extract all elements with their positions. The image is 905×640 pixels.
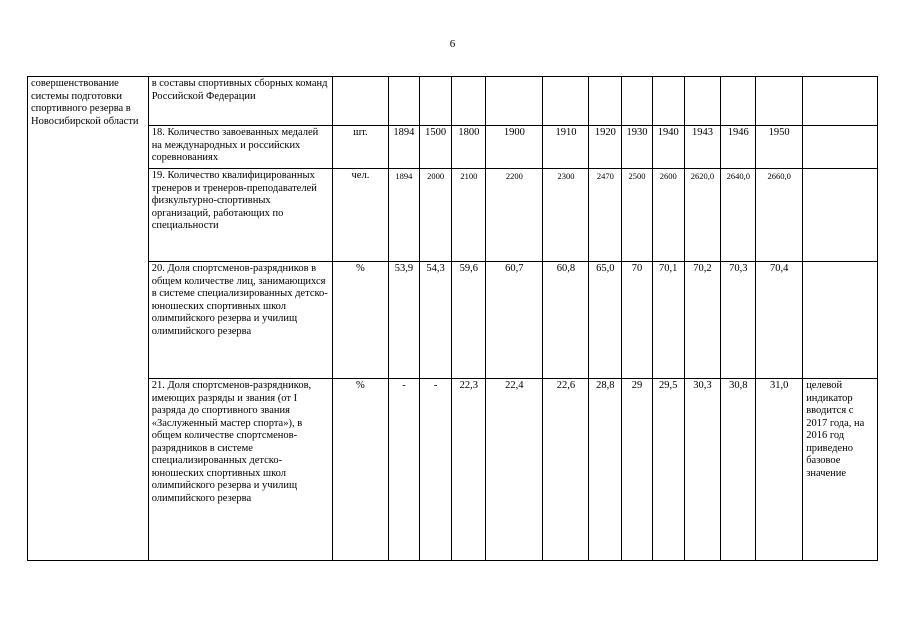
value-cell: 29,5 [652, 379, 684, 561]
value-cell [486, 77, 543, 126]
value-cell [419, 77, 452, 126]
note-cell [803, 77, 878, 126]
value-cell: 1500 [419, 126, 452, 169]
value-cell: 1920 [589, 126, 622, 169]
value-cell: 1940 [652, 126, 684, 169]
indicators-table [27, 76, 878, 561]
table-row [28, 77, 878, 126]
value-cell: 1946 [721, 126, 756, 169]
value-cell [543, 77, 589, 126]
table-row [28, 169, 878, 262]
value-cell: 54,3 [419, 262, 452, 379]
indicator-cell: 19. Количество квалифицированных тренеров и тренеров-преподавателей физкультурно-спортивных организаций, работающих по специальности [148, 169, 332, 262]
value-cell: 1910 [543, 126, 589, 169]
value-cell: 59,6 [452, 262, 486, 379]
unit-cell [332, 77, 388, 126]
unit-cell: чел. [332, 169, 388, 262]
value-cell [452, 77, 486, 126]
value-cell: 30,3 [684, 379, 721, 561]
value-cell: 1943 [684, 126, 721, 169]
value-cell: 2600 [652, 169, 684, 262]
value-cell: 1894 [389, 126, 420, 169]
value-cell: 1900 [486, 126, 543, 169]
value-cell: 60,7 [486, 262, 543, 379]
value-cell: 2470 [589, 169, 622, 262]
value-cell: 1894 [389, 169, 420, 262]
value-cell: 31,0 [756, 379, 803, 561]
value-cell [622, 77, 653, 126]
value-cell: 22,6 [543, 379, 589, 561]
note-cell: целевой индикатор вводится с 2017 года, на 2016 год приведено базовое значение [803, 379, 878, 561]
value-cell: 2100 [452, 169, 486, 262]
value-cell: 28,8 [589, 379, 622, 561]
value-cell: 1950 [756, 126, 803, 169]
unit-cell: % [332, 262, 388, 379]
unit-cell: шт. [332, 126, 388, 169]
value-cell [652, 77, 684, 126]
indicator-cell: в составы спортивных сборных команд Российской Федерации [148, 77, 332, 126]
value-cell [684, 77, 721, 126]
value-cell: 70,3 [721, 262, 756, 379]
table-row [28, 379, 878, 561]
value-cell: 29 [622, 379, 653, 561]
value-cell: 1930 [622, 126, 653, 169]
value-cell: 22,3 [452, 379, 486, 561]
value-cell: 2300 [543, 169, 589, 262]
value-cell: 2000 [419, 169, 452, 262]
value-cell: 70,2 [684, 262, 721, 379]
note-cell [803, 169, 878, 262]
value-cell: - [419, 379, 452, 561]
value-cell: 60,8 [543, 262, 589, 379]
note-cell [803, 126, 878, 169]
value-cell: 1800 [452, 126, 486, 169]
value-cell: 65,0 [589, 262, 622, 379]
value-cell: 70 [622, 262, 653, 379]
value-cell: 2640,0 [721, 169, 756, 262]
indicator-cell: 20. Доля спортсменов-разрядников в общем количестве лиц, занимающихся в системе специализированных детско-юношеских спортивных школ олимпийского резерва и училищ олимпийского резерва [148, 262, 332, 379]
table-row [28, 262, 878, 379]
value-cell: 2500 [622, 169, 653, 262]
table-row [28, 126, 878, 169]
value-cell: 30,8 [721, 379, 756, 561]
value-cell [756, 77, 803, 126]
value-cell: - [389, 379, 420, 561]
indicator-cell: 21. Доля спортсменов-разрядников, имеющих разряды и звания (от I разряда до спортивного звания «Заслуженный мастер спорта»), в общем количестве спортсменов-разрядников в системе специализированных детско-юношеских спортивных школ олимпийского резерва и училищ олимпийского резерва [148, 379, 332, 561]
value-cell: 2660,0 [756, 169, 803, 262]
value-cell: 70,4 [756, 262, 803, 379]
value-cell: 2200 [486, 169, 543, 262]
indicator-cell: 18. Количество завоеванных медалей на международных и российских соревнованиях [148, 126, 332, 169]
value-cell: 70,1 [652, 262, 684, 379]
value-cell [589, 77, 622, 126]
value-cell [721, 77, 756, 126]
note-cell [803, 262, 878, 379]
value-cell: 2620,0 [684, 169, 721, 262]
value-cell: 53,9 [389, 262, 420, 379]
goal-cell: совершенствование системы подготовки спортивного резерва в Новосибирской области [28, 77, 149, 561]
value-cell [389, 77, 420, 126]
value-cell: 22,4 [486, 379, 543, 561]
page-number: 6 [449, 38, 456, 50]
unit-cell: % [332, 379, 388, 561]
